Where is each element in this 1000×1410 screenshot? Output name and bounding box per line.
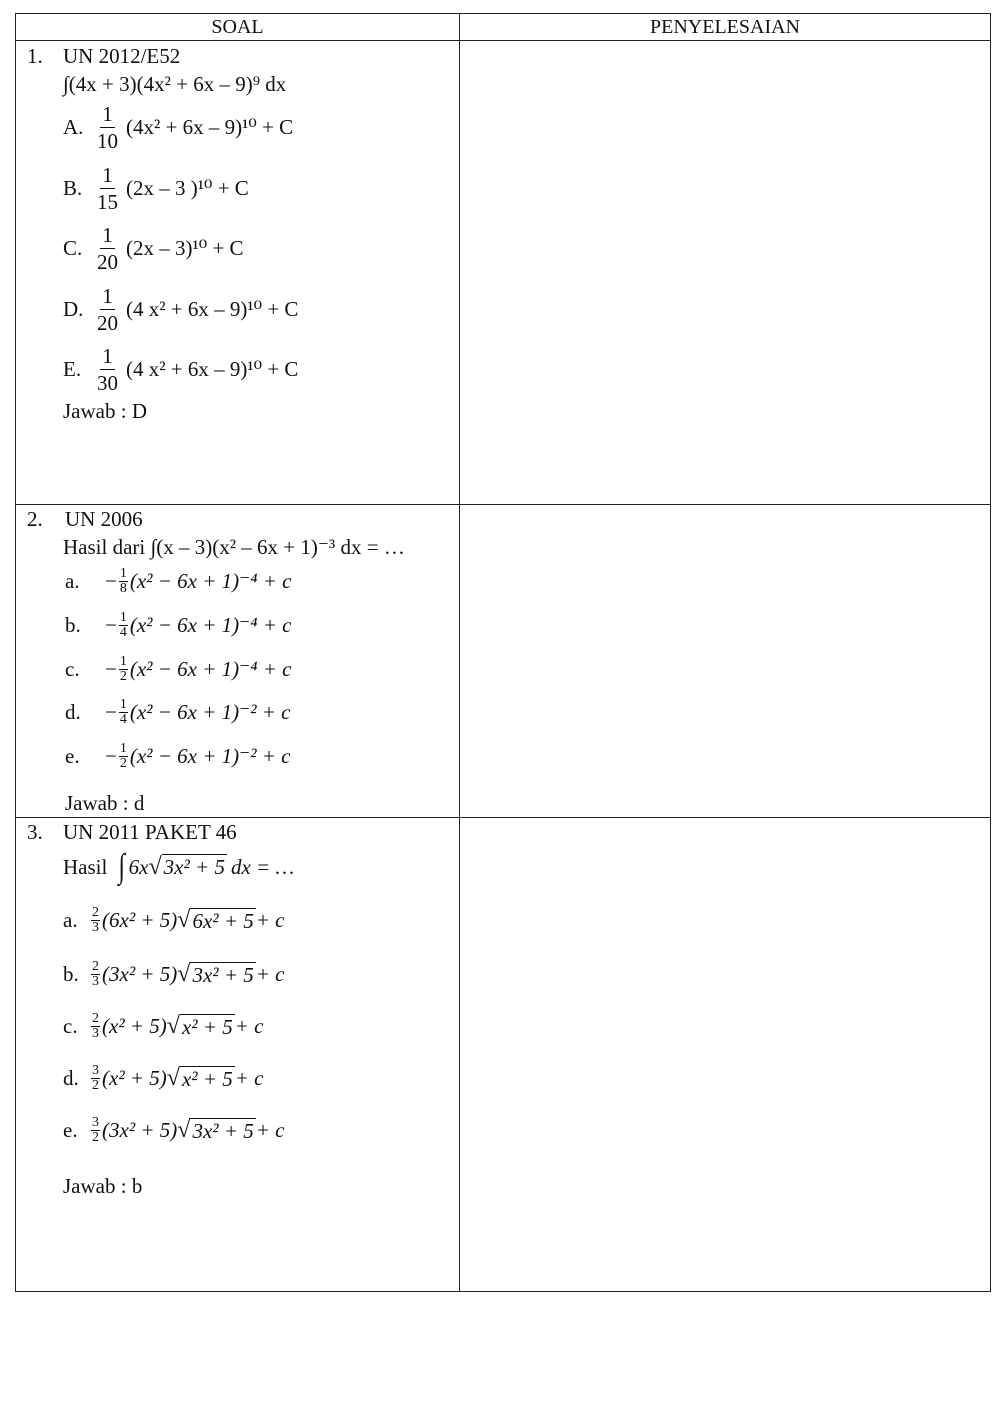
option-c: c. − $\frac{1}{2}$ (x² − 6x + 1)⁻⁴ + c bbox=[65, 654, 292, 684]
radical-sign-icon: √ bbox=[177, 907, 191, 933]
question-source: UN 2006 bbox=[65, 507, 143, 531]
fraction: $\frac{1}{2}$ bbox=[119, 654, 127, 684]
soal-cell-1 bbox=[16, 41, 460, 504]
question-text: Hasil ∫ 6x √ 3x² + 5 dx = … bbox=[63, 848, 295, 885]
answer-text: Jawab : D bbox=[63, 399, 147, 423]
radical-sign-icon: √ bbox=[177, 1117, 191, 1143]
option-a: a. − $\frac{1}{8}$ (x² − 6x + 1)⁻⁴ + c bbox=[65, 566, 292, 596]
option-b: B. $\frac{1}{15}$ (2x – 3 )¹⁰ + C bbox=[63, 163, 249, 214]
integral-sign-icon: ∫ bbox=[118, 848, 126, 885]
question-row-1 bbox=[16, 41, 990, 505]
fraction: 2 3 bbox=[92, 1011, 99, 1041]
option-c: C. $\frac{1}{20}$ (2x – 3)¹⁰ + C bbox=[63, 223, 244, 274]
fraction: $\frac{1}{8}$ bbox=[119, 566, 127, 596]
penyelesaian-cell-2 bbox=[460, 505, 990, 817]
question-text: Hasil dari ∫(x – 3)(x² – 6x + 1)⁻³ dx = … bbox=[63, 535, 405, 559]
soal-cell-2 bbox=[16, 505, 460, 817]
option-c: c. 2 3 (x² + 5) √ x² + 5 + c bbox=[63, 1011, 264, 1041]
question-text: ∫(4x + 3)(4x² + 6x – 9)⁹ dx bbox=[63, 72, 287, 96]
option-b: b. 2 3 (3x² + 5) √ 3x² + 5 + c bbox=[63, 959, 285, 989]
option-d: d. − $\frac{1}{4}$ (x² − 6x + 1)⁻² + c bbox=[65, 697, 291, 727]
fraction: 3 2 bbox=[92, 1063, 99, 1093]
answer-text: Jawab : d bbox=[65, 791, 145, 815]
fraction: $\frac{1}{20}$ bbox=[97, 223, 118, 274]
option-e: e. − $\frac{1}{2}$ (x² − 6x + 1)⁻² + c bbox=[65, 741, 291, 771]
question-number: 1. bbox=[27, 44, 43, 68]
fraction: $\frac{1}{30}$ bbox=[97, 344, 118, 395]
radical-sign-icon: √ bbox=[166, 1065, 180, 1091]
question-number: 3. bbox=[27, 820, 43, 844]
question-table bbox=[15, 13, 991, 1292]
fraction: $\frac{1}{20}$ bbox=[97, 284, 118, 335]
penyelesaian-cell-3 bbox=[460, 818, 990, 1292]
question-row-3 bbox=[16, 818, 990, 1292]
fraction: 2 3 bbox=[92, 959, 99, 989]
radical-sign-icon: √ bbox=[148, 853, 162, 880]
answer-text: Jawab : b bbox=[63, 1174, 143, 1198]
fraction: $\frac{1}{15}$ bbox=[97, 163, 118, 214]
fraction: 3 2 bbox=[92, 1115, 99, 1145]
fraction: $\frac{1}{4}$ bbox=[119, 610, 127, 640]
option-e: e. 3 2 (3x² + 5) √ 3x² + 5 + c bbox=[63, 1115, 285, 1145]
option-e: E. $\frac{1}{30}$ (4 x² + 6x – 9)¹⁰ + C bbox=[63, 344, 299, 395]
radical-sign-icon: √ bbox=[166, 1013, 180, 1039]
question-row-2 bbox=[16, 505, 990, 818]
fraction: $\frac{1}{4}$ bbox=[119, 697, 127, 727]
question-number: 2. bbox=[27, 507, 43, 531]
header-soal: SOAL bbox=[16, 14, 460, 41]
fraction: $\frac{1}{10}$ bbox=[97, 102, 118, 153]
header-penyelesaian: PENYELESAIAN bbox=[460, 14, 990, 41]
option-d: D. $\frac{1}{20}$ (4 x² + 6x – 9)¹⁰ + C bbox=[63, 284, 299, 335]
option-a: a. 2 3 (6x² + 5) √ 6x² + 5 + c bbox=[63, 905, 285, 935]
penyelesaian-cell-1 bbox=[460, 41, 990, 504]
fraction: $\frac{1}{2}$ bbox=[119, 741, 127, 771]
radical-sign-icon: √ bbox=[177, 961, 191, 987]
option-a: A. $\frac{1}{10}$ (4x² + 6x – 9)¹⁰ + C bbox=[63, 102, 294, 153]
question-source: UN 2012/E52 bbox=[63, 44, 181, 68]
fraction: 2 3 bbox=[92, 905, 99, 935]
soal-cell-3 bbox=[16, 818, 460, 1292]
option-b: b. − $\frac{1}{4}$ (x² − 6x + 1)⁻⁴ + c bbox=[65, 610, 292, 640]
option-d: d. 3 2 (x² + 5) √ x² + 5 + c bbox=[63, 1063, 264, 1093]
question-source: UN 2011 PAKET 46 bbox=[63, 820, 237, 844]
